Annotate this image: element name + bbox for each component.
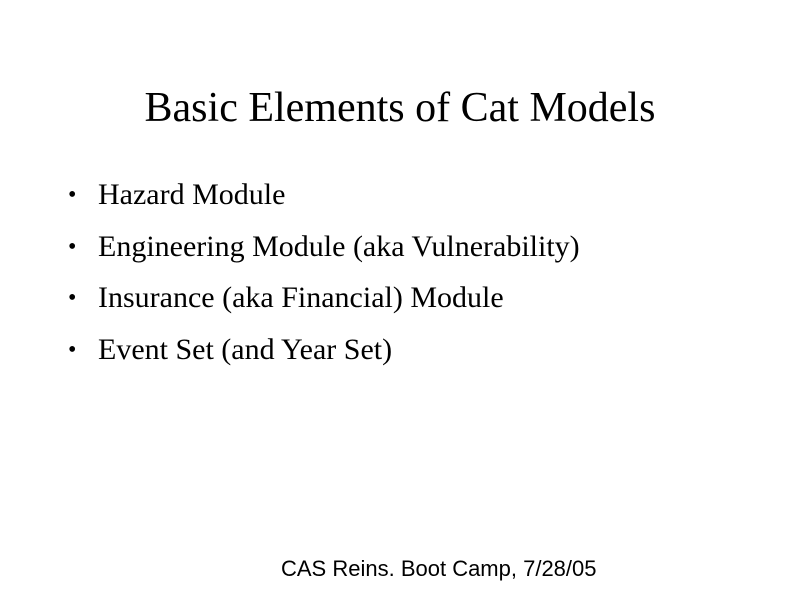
bullet-text: Hazard Module	[98, 178, 286, 211]
slide-footer: CAS Reins. Boot Camp, 7/28/05	[281, 556, 597, 581]
list-item	[68, 230, 580, 264]
bullet-list	[68, 178, 580, 384]
list-item	[68, 178, 580, 212]
bullet-text: Insurance (aka Financial) Module	[98, 281, 504, 314]
bullet-text: Engineering Module (aka Vulnerability)	[98, 229, 580, 263]
bullet-text: Event Set (and Year Set)	[98, 332, 393, 366]
list-item	[68, 333, 580, 367]
list-item	[68, 281, 580, 315]
bullet-icon: •	[68, 336, 77, 363]
bullet-icon: •	[68, 182, 77, 208]
slide-title: Basic Elements of Cat Models	[144, 85, 656, 131]
bullet-icon: •	[68, 233, 77, 260]
bullet-icon: •	[68, 285, 77, 311]
